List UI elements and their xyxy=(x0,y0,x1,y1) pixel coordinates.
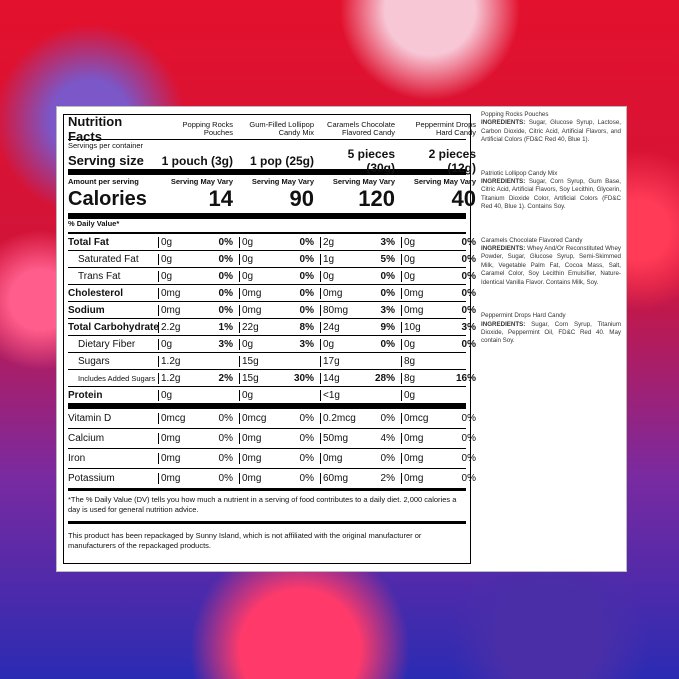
percent: 0% xyxy=(299,253,314,265)
percent: 3% xyxy=(218,338,233,350)
nutrient-row-total-carbohydrate xyxy=(68,318,476,335)
nutrient-name: Trans Fat xyxy=(78,270,121,282)
ingredients-block xyxy=(481,111,621,145)
percent: 5% xyxy=(380,253,395,265)
nutrient-name: Protein xyxy=(68,389,103,401)
percent: 1% xyxy=(218,321,233,333)
amount: 0mg xyxy=(161,473,181,484)
ingredients-text: Whey And/Or Reconstituted Whey Powder, Sugar, Glucose Syrup, Semi-Skimmed Milk, Vegetable Palm Fat, Cocoa Mass, Salt, Caramel Color, Soy Lecithin Emulsifier, Nature-Identical Vanilla Flavor. Contains Milk, Soy. xyxy=(481,245,621,286)
percent: 0% xyxy=(461,453,476,464)
amount: 22g xyxy=(242,321,259,333)
percent: 0% xyxy=(461,270,476,282)
percent: 3% xyxy=(380,304,395,316)
percent: 0% xyxy=(380,338,395,350)
percent: 0% xyxy=(218,433,233,444)
product-name: Popping Rocks Pouches xyxy=(182,119,233,137)
ingredients-block xyxy=(481,237,621,287)
nutrient-name: Total Carbohydrate xyxy=(68,321,159,333)
nutrient-row-saturated-fat xyxy=(68,250,476,267)
nutrient-name: Sugars xyxy=(78,355,110,367)
nutrient-name: Includes Added Sugars xyxy=(78,373,156,383)
amount: 24g xyxy=(323,321,340,333)
serving-size-value: 5 pieces (30g) xyxy=(347,146,395,175)
amount: 60mg xyxy=(323,473,349,484)
ingredients-text: Sugar, Glucose Syrup, Lactose, Carbon Dioxide, Citric Acid, Artificial Flavors, and Artificial Colors (FD&C Red 40, Blue 1). xyxy=(481,119,621,144)
percent: 0% xyxy=(461,433,476,444)
amount: 0mg xyxy=(242,287,262,299)
amount: 0mg xyxy=(404,433,424,444)
amount: 0mg xyxy=(404,473,424,484)
percent: 0% xyxy=(461,413,476,424)
amount: 0mg xyxy=(404,304,424,316)
amount: <1g xyxy=(323,389,340,401)
amount: 1g xyxy=(323,253,335,265)
vitamin-name: Iron xyxy=(68,453,86,464)
vitamin-row-vitamin-d xyxy=(68,409,476,428)
amount: 0mg xyxy=(161,453,181,464)
calories-value: 40 xyxy=(451,186,476,211)
amount: 8g xyxy=(404,372,416,384)
label-header xyxy=(68,113,476,144)
amount: 0mg xyxy=(242,473,262,484)
vitamin-row-iron xyxy=(68,448,476,468)
nutrient-row-trans-fat xyxy=(68,267,476,284)
percent: 3% xyxy=(380,236,395,248)
amount: 0g xyxy=(242,270,254,282)
amount: 14g xyxy=(323,372,340,384)
serving-size-value: 2 pieces (12g) xyxy=(428,146,476,175)
percent: 0% xyxy=(299,433,314,444)
calories-row xyxy=(68,186,476,211)
amount: 1.2g xyxy=(161,355,181,367)
percent: 2% xyxy=(380,473,395,484)
percent: 0% xyxy=(461,236,476,248)
amount: 0g xyxy=(161,389,173,401)
serving-may-vary: Serving May Vary xyxy=(413,177,476,186)
percent: 0% xyxy=(299,473,314,484)
percent: 0% xyxy=(299,236,314,248)
amount: 0mg xyxy=(404,287,424,299)
percent: 2% xyxy=(218,372,233,384)
ingredients-block xyxy=(481,312,621,346)
ingredients-block xyxy=(481,170,621,212)
amount: 0mg xyxy=(242,304,262,316)
vitamin-row-calcium xyxy=(68,428,476,448)
percent: 3% xyxy=(461,321,476,333)
percent: 0% xyxy=(218,304,233,316)
ingredients-label: INGREDIENTS: xyxy=(481,178,526,186)
ingredients-column xyxy=(481,111,621,371)
ingredients-product-title: Popping Rocks Pouches xyxy=(481,111,549,118)
amount: 0mg xyxy=(323,453,343,464)
percent: 0% xyxy=(218,453,233,464)
amount: 0g xyxy=(161,253,173,265)
amount: 50mg xyxy=(323,433,349,444)
amount: 15g xyxy=(242,372,259,384)
serving-size-value: 1 pouch (3g) xyxy=(161,153,233,168)
amount: 0g xyxy=(323,338,335,350)
amount: 2g xyxy=(323,236,335,248)
amount: 1.2g xyxy=(161,372,181,384)
percent: 0% xyxy=(299,270,314,282)
product-name: Caramels Chocolate Flavored Candy xyxy=(327,119,395,137)
percent: 0% xyxy=(218,473,233,484)
ingredients-product-title: Peppermint Drops Hard Candy xyxy=(481,312,566,320)
amount: 80mg xyxy=(323,304,349,316)
percent: 0% xyxy=(380,413,395,424)
amount: 0g xyxy=(242,236,254,248)
nutrient-row-dietary-fiber xyxy=(68,335,476,352)
ingredients-product-title: Caramels Chocolate Flavored Candy xyxy=(481,236,583,244)
serving-size-row xyxy=(68,146,476,175)
serving-may-vary: Serving May Vary xyxy=(332,177,395,186)
amount: 0g xyxy=(161,236,173,248)
amount-per-serving-label: Amount per serving xyxy=(68,177,139,186)
nutrient-name: Dietary Fiber xyxy=(78,338,136,350)
ingredients-label: INGREDIENTS: xyxy=(481,119,526,127)
percent: 0% xyxy=(299,453,314,464)
percent: 16% xyxy=(455,372,476,384)
percent: 0% xyxy=(218,270,233,282)
amount: 0g xyxy=(161,270,173,282)
amount: 0mg xyxy=(404,453,424,464)
ingredients-text: Sugar, Corn Syrup, Gum Base, Citric Acid, Artificial Flavors, Soy Lecithin, Glycerin, Titanium Dioxide Color, Artificial Colors (FD&C Red 40, Blue 1). Contains Soy. xyxy=(481,178,621,211)
ingredients-product-title: Patriotic Lollipop Candy Mix xyxy=(481,169,558,177)
percent: 0% xyxy=(299,287,314,299)
nutrient-row-total-fat xyxy=(68,233,476,250)
percent: 0% xyxy=(380,287,395,299)
amount: 8g xyxy=(404,355,416,367)
amount: 0mcg xyxy=(404,413,429,424)
percent: 0% xyxy=(299,413,314,424)
calories-value: 90 xyxy=(289,186,314,211)
percent: 0% xyxy=(461,253,476,265)
product-name: Gum-Filled Lollipop Candy Mix xyxy=(249,119,314,137)
nutrition-panel xyxy=(56,106,627,572)
amount: 0mg xyxy=(161,287,181,299)
amount: 0mg xyxy=(242,433,262,444)
amount: 0g xyxy=(404,389,416,401)
amount: 0g xyxy=(242,338,254,350)
ingredients-label: INGREDIENTS: xyxy=(481,245,526,253)
serving-size-value: 1 pop (25g) xyxy=(249,153,314,168)
nutrient-row-cholesterol xyxy=(68,284,476,301)
amount: 0g xyxy=(161,338,173,350)
servings-per-container-label: Servings per container xyxy=(68,141,144,150)
calories-value: 120 xyxy=(358,186,395,211)
amount: 15g xyxy=(242,355,259,367)
amount: 0g xyxy=(404,270,416,282)
nutrient-name: Saturated Fat xyxy=(78,253,139,265)
vitamin-name: Vitamin D xyxy=(68,413,112,424)
percent: 0% xyxy=(461,287,476,299)
vitamin-name: Calcium xyxy=(68,433,105,444)
percent: 0% xyxy=(218,413,233,424)
amount: 0mcg xyxy=(161,413,186,424)
daily-value-footnote: *The % Daily Value (DV) tells you how much a nutrient in a serving of food contributes to a daily diet. 2,000 calories a day is used for general nutrition advice. xyxy=(68,495,457,514)
nutrient-row-protein xyxy=(68,386,466,403)
percent: 4% xyxy=(380,433,395,444)
vitamin-row-potassium xyxy=(68,468,476,488)
nutrient-row-sugars xyxy=(68,352,466,369)
amount: 0mcg xyxy=(242,413,267,424)
nutrient-name: Total Fat xyxy=(68,236,109,248)
amount: 0mg xyxy=(323,287,343,299)
nutrient-row-sodium xyxy=(68,301,476,318)
percent: 0% xyxy=(461,338,476,350)
repackaged-notice: This product has been repackaged by Sunny Island, which is not affiliated with the original manufacturer or manufacturers of the repackaged products. xyxy=(68,531,422,550)
amount: 0g xyxy=(404,236,416,248)
amount: 0g xyxy=(242,253,254,265)
amount: 0g xyxy=(404,338,416,350)
serving-may-vary: Serving May Vary xyxy=(251,177,314,186)
percent: 0% xyxy=(218,253,233,265)
calories-label: Calories xyxy=(68,187,147,210)
amount: 0g xyxy=(404,253,416,265)
percent: 3% xyxy=(299,338,314,350)
percent: 0% xyxy=(380,270,395,282)
percent: 28% xyxy=(374,372,395,384)
percent: 0% xyxy=(380,453,395,464)
amount: 0g xyxy=(242,389,254,401)
nutrient-name: Sodium xyxy=(68,304,105,316)
ingredients-text: Sugar, Corn Syrup, Titanium Dioxide, Peppermint Oil, FD&C Red 40. May contain Soy. xyxy=(481,320,621,345)
percent: 0% xyxy=(461,304,476,316)
percent: 0% xyxy=(461,473,476,484)
amount: 17g xyxy=(323,355,340,367)
percent: 9% xyxy=(380,321,395,333)
nutrient-row-added-sugars xyxy=(68,369,476,386)
vitamin-name: Potassium xyxy=(68,473,115,484)
percent: 30% xyxy=(293,372,314,384)
product-name: Peppermint Drops Hard Candy xyxy=(415,119,476,137)
label-title: Nutrition Facts xyxy=(68,113,123,144)
amount: 0mg xyxy=(161,433,181,444)
ingredients-label: INGREDIENTS: xyxy=(481,320,526,328)
serving-may-vary: Serving May Vary xyxy=(170,177,233,186)
percent: 0% xyxy=(299,304,314,316)
amount: 0mg xyxy=(161,304,181,316)
nutrient-name: Cholesterol xyxy=(68,287,124,299)
percent: 0% xyxy=(218,287,233,299)
amount: 2.2g xyxy=(161,321,181,333)
calories-value: 14 xyxy=(208,186,233,211)
serving-size-label: Serving size xyxy=(68,153,144,168)
percent: 0% xyxy=(218,236,233,248)
nutrition-facts-label xyxy=(63,113,476,564)
amount: 0g xyxy=(323,270,335,282)
amount: 10g xyxy=(404,321,421,333)
amount: 0.2mcg xyxy=(323,413,356,424)
daily-value-header: % Daily Value* xyxy=(68,219,120,228)
amount: 0mg xyxy=(242,453,262,464)
percent: 8% xyxy=(299,321,314,333)
